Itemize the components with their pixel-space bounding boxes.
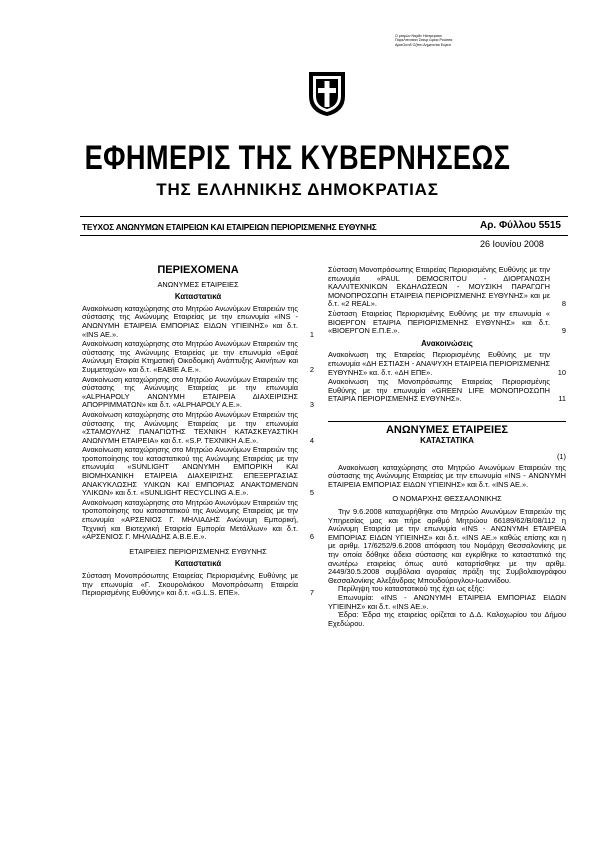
notice-paragraph: Έδρα: Έδρα της εταιρείας ορίζεται το Δ.Δ. Καλοχωρίου του Δήμου Εχεδώρου. bbox=[328, 610, 566, 628]
top-rule bbox=[80, 216, 568, 217]
notice-heading: Ο ΝΟΜΑΡΧΗΣ ΘΕΣΣΑΛΟΝΙΚΗΣ bbox=[392, 494, 502, 504]
toc-entry[interactable]: Ανακοίνωση καταχώρησης στο Μητρώο Ανωνύμων Εταιρειών της τροποποίησης του καταστατικού της Ανώνυμης Εταιρείας με την επωνυμία «SUNLIGHT ΑΝΩΝΥΜΗ ΕΜΠΟΡΙΚΗ ΚΑΙ ΒΙΟΜΗΧΑΝΙΚΗ ΕΤΑΙΡΕΙΑ ΔΙΑΧΕΙΡΙΣΗΣ ΕΠΕΞΕΡΓΑΣΙΑΣ ΑΝΑΚΥΚΛΩΣΗΣ ΥΛΙΚΩΝ ΚΑΙ ΕΜΠΟΡΙΑΣ ΑΝΑΚΤΩΜΕΝΩΝ ΥΛΙΚΩΝ» και δ.τ. «SUNLIGHT RECYCLING A.E.». 5 bbox=[82, 445, 314, 498]
notice-paragraph: Την 9.6.2008 καταχωρήθηκε στο Μητρώο Ανωνύμων Εταιρειών της Υπηρεσίας μας και πήρε αριθμό Μητρώου 66189/62/Β/08/112 η Ανώνυμη Εταιρεία με την επωνυμία «INS - ΑΝΩΝΥΜΗ ΕΤΑΙΡΕΙΑ ΕΜΠΟΡΙΑΣ ΕΙΔΩΝ ΥΓΙΕΙΝΗΣ» και δ.τ. «INS AE.» καθώς επίσης και η με αριθμ. 17/6252/9.6.2008 απόφαση του Νομάρχη Θεσσαλονίκης με την οποία δόθηκε άδεια σύστασης και εγκρίθηκε το καταστατικό της ανωτέρω εταιρείας όπως αυτό καταρτίσθηκε με την αριθμ. 2449/30.5.2008 συμβόλαια αγοραίας πράξη της Συμβολαιογράφου Θεσσαλονίκης Αλεξάνδρας Μπουδούρογλου-Ιωαννίδου. bbox=[328, 507, 566, 585]
toc-entry[interactable]: Ανακοίνωση καταχώρησης στο Μητρώο Ανωνύμων Εταιρειών της τροποποίησης του καταστατικού της Ανώνυμης Εταιρείας με την επωνυμία «ΑΡΣΕΝΙΟΣ Γ. ΜΗΛΙΑΔΗΣ Ανώνυμη Εμπορική, Τεχνική και Βιοτεχνική Εταιρεία Εμπορία Μετάλλων» και δ.τ. «ΑΡΣΕΝΙΟΣ Γ. ΜΗΛΙΑΔΗΣ Α.Β.Ε.Ε.». 6 bbox=[82, 497, 314, 542]
page-number: 9 bbox=[561, 326, 566, 336]
toc-category: Καταστατικά bbox=[174, 292, 222, 302]
toc-entry[interactable]: Σύσταση Μονοπρόσωπης Εταιρείας Περιορισμένης Ευθύνης με την επωνυμία «PAUL DEMOCRITOU - ΔΙΟΡΓΑΝΩΣΗ ΚΑΛΛΙΤΕΧΝΙΚΩΝ ΕΚΔΗΛΩΣΕΩΝ - ΜΟΥΣΙΚΗ ΠΑΡΑΓΩΓΗ ΜΟΝΟΠΡΟΣΩΠΗ ΕΤΑΙΡΕΙΑ ΠΕΡΙΟΡΙΣΜΕΝΗΣ ΕΥΘΥΝΗΣ» και με δ.τ. «2 REAL». 8 bbox=[328, 265, 566, 309]
toc-entry[interactable]: Σύσταση Μονοπρόσωπης Εταιρείας Περιορισμένης Ευθύνης με την επωνυμία «Γ. Σκουρολιάκου Μονοπρόσωπη Εταιρεία Περιορισμένης Ευθύνης» και δ.τ. «G.L.S. ΕΠΕ». 7 bbox=[82, 571, 314, 598]
right-column bbox=[328, 266, 566, 628]
body-section-category: ΚΑΤΑΣΤΑΤΙΚΑ bbox=[420, 435, 474, 445]
toc-category: Καταστατικά bbox=[174, 559, 222, 569]
page-number: 11 bbox=[558, 394, 566, 404]
sheet-number: Αρ. Φύλλου 5515 bbox=[480, 220, 561, 231]
notice-paragraph: Επωνυμία: «INS - ΑΝΩΝΥΜΗ ΕΤΑΙΡΕΙΑ ΕΜΠΟΡΙΑΣ ΕΙΔΩΝ ΥΓΙΕΙΝΗΣ» και δ.τ. «INS AE.». bbox=[328, 593, 566, 611]
page-number: 5 bbox=[309, 488, 314, 498]
toc-entry[interactable]: Ανακοίνωση της Μονοπρόσωπης Εταιρείας Περιορισμένης Ευθύνης με την επωνυμία «GREEN LIFE ΜΟΝΟΠΡΟΣΩΠΗ ΕΤΑΙΡΙΑ ΠΕΡΙΟΡΙΣΜΕΝΗΣ ΕΥΘΥΝΗΣ». 11 bbox=[328, 377, 566, 404]
gazette-title: ΕΦΗΜΕΡΙΣ ΤΗΣ ΚΥΒΕΡΝΗΣΕΩΣ bbox=[84, 139, 511, 177]
page-number: 2 bbox=[309, 364, 314, 374]
notice-paragraph: Περίληψη του καταστατικού της έχει ως εξής: bbox=[338, 584, 485, 594]
issue-date: 26 Ιουνίου 2008 bbox=[480, 239, 544, 249]
toc-entry[interactable]: Ανακοίνωση της Εταιρείας Περιορισμένης Ευθύνης με την επωνυμία «ΔΗ ΕΣΤΙΑΣΗ - ΑΝΑΨΥΧΗ ΕΤΑΙΡΕΙΑ ΠΕΡΙΟΡΙΣΜΕΝΗΣ ΕΥΘΥΝΗΣ» κα. δ.τ. «ΔΗ ΕΠΕ». 10 bbox=[328, 350, 566, 377]
greek-coat-of-arms-emblem bbox=[305, 68, 349, 118]
issue-type: ΤΕΥΧΟΣ ΑΝΩΝΥΜΩΝ ΕΤΑΙΡΕΙΩΝ ΚΑΙ ΕΤΑΙΡΕΙΩΝ ΠΕΡΙΟΡΙΣΜΕΝΗΣ ΕΥΘΥΝΗΣ bbox=[82, 222, 377, 232]
gazette-subtitle: ΤΗΣ ΕΛΛΗΝΙΚΗΣ ΔΗΜΟΚΡΑΤΙΑΣ bbox=[156, 180, 439, 199]
notice-number: (1) bbox=[556, 452, 566, 462]
toc-section-ae: ΑΝΩΝΥΜΕΣ ΕΤΑΙΡΕΙΕΣ bbox=[157, 279, 239, 289]
page-number: 4 bbox=[309, 435, 314, 445]
toc-title: ΠΕΡΙΕΧΟΜΕΝΑ bbox=[157, 264, 239, 276]
toc-entry[interactable]: Ανακοίνωση καταχώρησης στο Μητρώο Ανωνύμων Εταιρειών της σύστασης της Ανώνυμης Εταιρείας με την επωνυμία «ΣΤΑΜΟΥΛΗΣ ΠΑΝΑΓΙΩΤΗΣ ΤΕΧΝΙΚΗ ΚΑΤΑΣΚΕΥΑΣΤΙΚΗ ΑΝΩΝΥΜΗ ΕΤΑΙΡΕΙΑ» και δ.τ. «S.P. ΤΕΧΝΙΚΗ Α.Ε.». 4 bbox=[82, 409, 314, 445]
toc-entry[interactable]: Σύσταση Εταιρείας Περιορισμένης Ευθύνης με την επωνυμία « ΒΙΟΕΡΓΟΝ ΕΤΑΙΡΙΑ ΠΕΡΙΟΡΙΣΜΕΝΗΣ ΕΥΘΥΝΗΣ» και δ.τ. «ΒΙΟΕΡΓΟΝ Ε.Π.Ε.». 9 bbox=[328, 308, 566, 336]
toc-entry[interactable]: Ανακοίνωση καταχώρησης στο Μητρώο Ανωνύμων Εταιρειών της σύστασης της Ανώνυμης Εταιρείας με την επωνυμία «INS - ΑΝΩΝΥΜΗ ΕΤΑΙΡΕΙΑ ΕΜΠΟΡΙΑΣ ΕΙΔΩΝ ΥΓΙΕΙΝΗΣ» και δ.τ. «INS AE.». 1 bbox=[82, 303, 314, 339]
toc-section-epe: ΕΤΑΙΡΕΙΕΣ ΠΕΡΙΟΡΙΣΜΕΝΗΣ ΕΥΘΥΝΗΣ bbox=[129, 546, 267, 556]
page-number: 1 bbox=[309, 329, 314, 339]
body-section-title: ΑΝΩΝΥΜΕΣ ΕΤΑΙΡΕΙΕΣ bbox=[385, 423, 509, 436]
toc-entry[interactable]: Ανακοίνωση καταχώρησης στο Μητρώο Ανωνύμων Εταιρειών της σύστασης της Ανώνυμης Εταιρείας με την επωνυμία «ALPHAPOLY ΑΝΩΝΥΜΗ ΕΤΑΙΡΕΙΑ ΔΙΑΧΕΙΡΙΣΗΣ ΑΠΟΡΡΙΜΜΑΤΩΝ» και δ.τ. «ALPHAPOLY A.E.». 3 bbox=[82, 374, 314, 410]
toc-entry[interactable]: Ανακοίνωση καταχώρησης στο Μητρώο Ανωνύμων Εταιρειών της σύστασης της Ανώνυμης Εταιρείας με την επωνυμία «Εφαέ Ανώνυμη Εταιρία Κτηματική Οικοδομική Ανάπτυξης Ακινήτων και Συμμετοχών» και δ.τ. «ΕΑΒΙΕ Α.Ε.». 2 bbox=[82, 339, 314, 374]
notice-intro: Ανακοίνωση καταχώρησης στο Μητρώο Ανωνύμων Εταιρειών της σύστασης της Ανώνυμης Εταιρείας με την επωνυμία «INS - ΑΝΩΝΥΜΗ ΕΤΑΙΡΕΙΑ ΕΜΠΟΡΙΑΣ ΕΙΔΩΝ ΥΓΙΕΙΝΗΣ» και δ.τ. «INS AE.». bbox=[328, 462, 566, 489]
page-number: 6 bbox=[309, 532, 314, 542]
table-of-contents bbox=[82, 266, 314, 599]
margin-note: Ο ρισμών Ναρθν Ηιστμεραιαι ΠαρεΛπνιιτεκτ Σταυρ ιλρεια Ρουσσα ΑριαΟυνιδ Οζπιτι Δημενειται Ευρεα bbox=[395, 34, 453, 47]
section-divider bbox=[328, 421, 566, 422]
page-number: 10 bbox=[557, 367, 566, 377]
bottom-rule bbox=[80, 235, 568, 236]
page-number: 7 bbox=[309, 588, 314, 598]
page-number: 8 bbox=[561, 299, 566, 309]
toc-category-announcements: Ανακοινώσεις bbox=[421, 338, 473, 348]
page-number: 3 bbox=[309, 400, 314, 410]
